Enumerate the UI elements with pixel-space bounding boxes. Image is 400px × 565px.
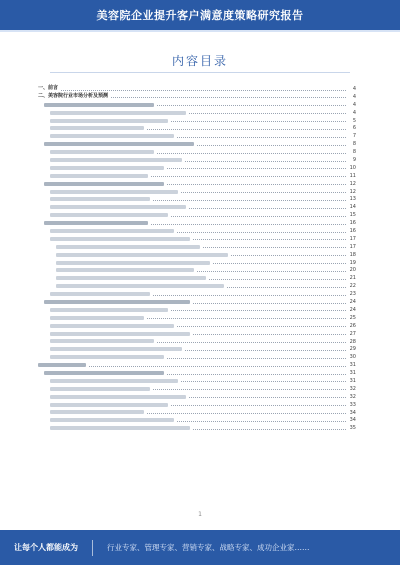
toc-entry-label-unreadable bbox=[50, 204, 188, 211]
toc-entry[interactable] bbox=[38, 109, 356, 117]
toc-entry[interactable] bbox=[38, 330, 356, 338]
toc-entry-label-unreadable bbox=[50, 291, 152, 298]
toc-entry-label-unreadable bbox=[50, 149, 156, 156]
toc-entry-page: 35 bbox=[349, 425, 356, 432]
toc-entry-label-unreadable bbox=[50, 196, 152, 203]
toc-entry[interactable] bbox=[38, 203, 356, 211]
toc-entry-label-unreadable bbox=[50, 235, 192, 242]
toc-entry-label-unreadable bbox=[50, 409, 146, 416]
toc-entry-label-unreadable bbox=[50, 417, 176, 424]
toc-entry-label-unreadable bbox=[50, 377, 180, 384]
toc-entry-label: 一、前言 bbox=[38, 85, 59, 92]
toc-entry[interactable] bbox=[38, 172, 356, 180]
toc-entry-page: 14 bbox=[349, 204, 356, 211]
toc-entry-page: 34 bbox=[349, 409, 356, 416]
toc-entry[interactable] bbox=[38, 424, 356, 432]
toc-entry-label-unreadable bbox=[50, 425, 192, 432]
toc-entry[interactable] bbox=[38, 314, 356, 322]
toc-entry[interactable] bbox=[38, 416, 356, 424]
toc-title: 内容目录 bbox=[171, 54, 228, 68]
toc-entry-page: 15 bbox=[349, 212, 356, 219]
toc-entry-label-unreadable bbox=[50, 156, 184, 163]
toc-entry-page: 31 bbox=[349, 377, 356, 384]
toc-entry-page: 13 bbox=[349, 196, 356, 203]
toc-entry-page: 29 bbox=[349, 346, 356, 353]
toc-entry-label-unreadable bbox=[50, 393, 188, 400]
toc-entry-page: 22 bbox=[349, 283, 356, 290]
toc-entry-page: 20 bbox=[349, 267, 356, 274]
toc-entry-page: 16 bbox=[349, 220, 356, 227]
toc-entry-label-unreadable bbox=[50, 354, 166, 361]
toc-entry-label-unreadable bbox=[50, 188, 180, 195]
toc-entry[interactable] bbox=[38, 140, 356, 148]
toc-entry-label-unreadable bbox=[50, 212, 170, 219]
toc-entry-page: 32 bbox=[349, 385, 356, 392]
toc-entry-label-unreadable bbox=[44, 370, 166, 377]
toc-entry-page: 28 bbox=[349, 338, 356, 345]
toc-entry-label-unreadable bbox=[50, 330, 192, 337]
toc-entry[interactable] bbox=[38, 117, 356, 125]
toc-entry[interactable] bbox=[38, 322, 356, 330]
toc-entry[interactable] bbox=[38, 251, 356, 259]
toc-entry-page: 4 bbox=[352, 86, 356, 92]
toc-entry-page: 24 bbox=[349, 306, 356, 313]
table-of-contents bbox=[38, 85, 356, 432]
toc-entry-label-unreadable bbox=[44, 180, 166, 187]
toc-entry[interactable] bbox=[38, 180, 356, 188]
toc-entry[interactable] bbox=[38, 243, 356, 251]
toc-entry[interactable] bbox=[38, 211, 356, 219]
toc-entry-page: 32 bbox=[349, 393, 356, 400]
toc-entry[interactable] bbox=[38, 132, 356, 140]
toc-entry[interactable] bbox=[38, 93, 356, 101]
toc-entry[interactable] bbox=[38, 266, 356, 274]
toc-entry[interactable] bbox=[38, 377, 356, 385]
toc-entry-page: 27 bbox=[349, 330, 356, 337]
toc-entry-page: 12 bbox=[349, 180, 356, 187]
toc-entry-page: 5 bbox=[352, 117, 356, 124]
toc-entry[interactable] bbox=[38, 124, 356, 132]
toc-entry-page: 34 bbox=[349, 417, 356, 424]
toc-entry[interactable] bbox=[38, 156, 356, 164]
toc-entry-label-unreadable bbox=[56, 267, 196, 274]
toc-entry-label-unreadable bbox=[56, 275, 208, 282]
toc-entry-page: 31 bbox=[349, 370, 356, 377]
toc-entry[interactable] bbox=[38, 148, 356, 156]
toc-entry[interactable] bbox=[38, 101, 356, 109]
footer-separator bbox=[92, 540, 93, 556]
toc-entry[interactable] bbox=[38, 409, 356, 417]
toc-entry-label-unreadable bbox=[50, 314, 146, 321]
toc-entry-label-unreadable bbox=[50, 125, 146, 132]
toc-entry[interactable] bbox=[38, 274, 356, 282]
toc-entry-page: 16 bbox=[349, 228, 356, 235]
toc-entry[interactable] bbox=[38, 306, 356, 314]
toc-entry-page: 30 bbox=[349, 354, 356, 361]
toc-entry[interactable] bbox=[38, 345, 356, 353]
toc-entry-page: 8 bbox=[352, 141, 356, 148]
toc-entry-label-unreadable bbox=[50, 133, 176, 140]
toc-entry-page: 8 bbox=[352, 149, 356, 156]
toc-entry-label-unreadable bbox=[56, 283, 226, 290]
footer-tagline: 行业专家、管理专家、营销专家、战略专家、成功企业家…… bbox=[107, 543, 310, 552]
toc-entry-label-unreadable bbox=[50, 109, 188, 116]
toc-entry[interactable] bbox=[38, 361, 356, 369]
toc-entry-page: 10 bbox=[349, 164, 356, 171]
toc-entry-label-unreadable bbox=[50, 117, 170, 124]
toc-entry[interactable] bbox=[38, 235, 356, 243]
toc-entry-page: 19 bbox=[349, 259, 356, 266]
toc-entry[interactable] bbox=[38, 227, 356, 235]
toc-entry[interactable] bbox=[38, 219, 356, 227]
toc-entry-page: 24 bbox=[349, 299, 356, 306]
toc-entry-label-unreadable bbox=[44, 141, 196, 148]
toc-entry-label-unreadable bbox=[56, 243, 202, 250]
toc-entry[interactable] bbox=[38, 188, 356, 196]
toc-entry[interactable] bbox=[38, 282, 356, 290]
toc-entry-page: 4 bbox=[352, 101, 356, 108]
toc-entry-label-unreadable bbox=[56, 259, 212, 266]
toc-entry[interactable] bbox=[38, 298, 356, 306]
toc-entry-page: 4 bbox=[352, 109, 356, 116]
toc-entry-label-unreadable bbox=[50, 338, 156, 345]
footer-slogan: 让每个人都能成为 bbox=[14, 543, 78, 552]
toc-entry-page: 21 bbox=[349, 275, 356, 282]
toc-entry-label-unreadable bbox=[50, 164, 166, 171]
toc-entry-label-unreadable bbox=[50, 385, 152, 392]
toc-entry-page: 23 bbox=[349, 291, 356, 298]
header-divider bbox=[0, 30, 400, 32]
toc-entry-label-unreadable bbox=[44, 220, 150, 227]
toc-title-rule bbox=[50, 72, 350, 73]
toc-entry-page: 17 bbox=[349, 243, 356, 250]
toc-entry[interactable] bbox=[38, 85, 356, 93]
toc-entry[interactable] bbox=[38, 164, 356, 172]
toc-entry-label-unreadable bbox=[50, 227, 176, 234]
toc-entry[interactable] bbox=[38, 259, 356, 267]
toc-entry-page: 31 bbox=[349, 362, 356, 369]
toc-entry-page: 26 bbox=[349, 322, 356, 329]
toc-entry-page: 18 bbox=[349, 251, 356, 258]
toc-entry-label-unreadable bbox=[44, 298, 192, 305]
toc-entry-page: 12 bbox=[349, 188, 356, 195]
toc-entry[interactable] bbox=[38, 290, 356, 298]
toc-entry[interactable] bbox=[38, 401, 356, 409]
report-header-bar bbox=[0, 0, 400, 30]
toc-entry-label-unreadable bbox=[50, 346, 184, 353]
toc-entry-page: 6 bbox=[352, 125, 356, 132]
toc-entry-label-unreadable bbox=[50, 172, 150, 179]
toc-entry[interactable] bbox=[38, 385, 356, 393]
toc-entry-page: 7 bbox=[352, 133, 356, 140]
toc-entry[interactable] bbox=[38, 353, 356, 361]
toc-entry[interactable] bbox=[38, 338, 356, 346]
toc-entry-label: 二、美容院行业市场分析及预测 bbox=[38, 93, 109, 100]
toc-entry-label-unreadable bbox=[50, 401, 170, 408]
toc-entry-page: 4 bbox=[352, 93, 356, 100]
toc-entry[interactable] bbox=[38, 369, 356, 377]
toc-entry-label-unreadable bbox=[38, 362, 88, 369]
toc-entry[interactable] bbox=[38, 393, 356, 401]
toc-entry[interactable] bbox=[38, 195, 356, 203]
toc-entry-label-unreadable bbox=[44, 101, 156, 108]
footer-bar bbox=[0, 530, 400, 565]
toc-entry-page: 25 bbox=[349, 314, 356, 321]
toc-entry-page: 17 bbox=[349, 235, 356, 242]
toc-entry-page: 33 bbox=[349, 401, 356, 408]
page-number: 1 bbox=[198, 511, 202, 518]
toc-entry-label-unreadable bbox=[50, 322, 176, 329]
toc-entry-label-unreadable bbox=[50, 306, 170, 313]
toc-entry-label-unreadable bbox=[56, 251, 230, 258]
report-title: 美容院企业提升客户满意度策略研究报告 bbox=[96, 9, 304, 22]
toc-entry-page: 11 bbox=[349, 172, 356, 179]
toc-entry-page: 9 bbox=[352, 157, 356, 164]
toc-dot-leader bbox=[38, 90, 346, 91]
